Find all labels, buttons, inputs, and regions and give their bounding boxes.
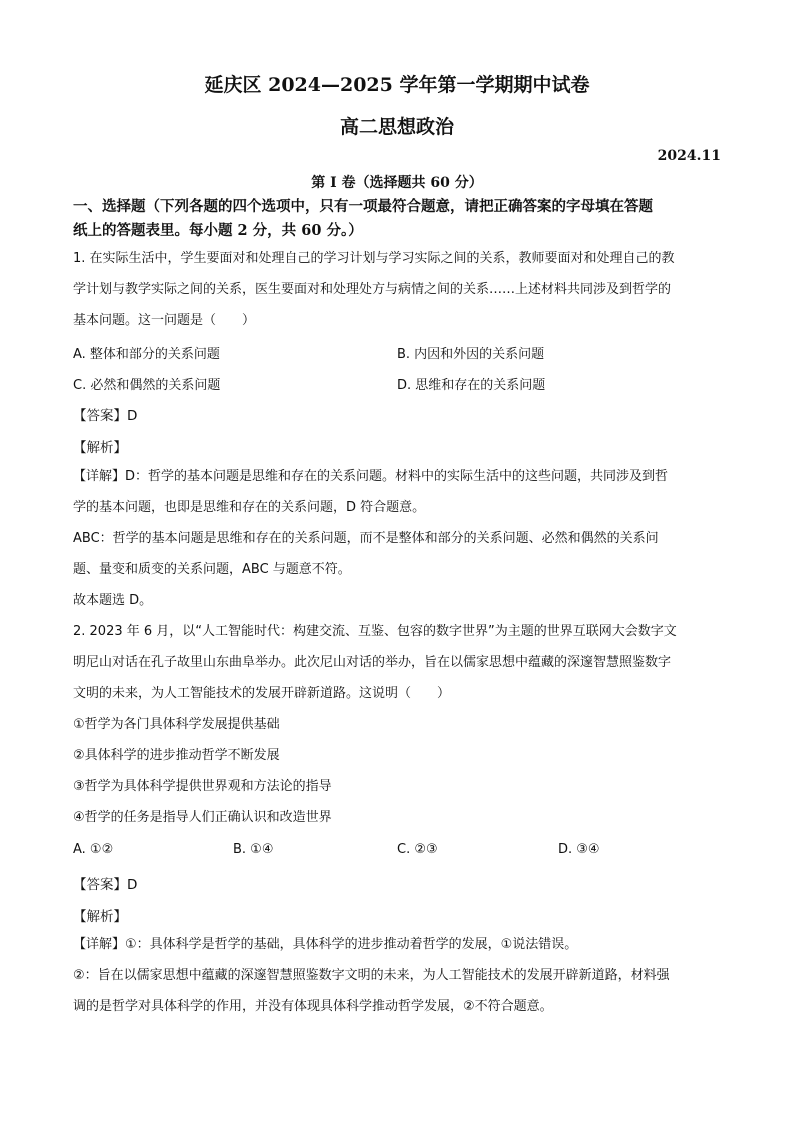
exam-title: 延庆区 2024—2025 学年第一学期期中试卷 — [204, 74, 590, 96]
q2-stem-line: 文明的未来，为人工智能技术的发展开辟新道路。这说明（ ） — [73, 686, 451, 701]
q2-detail-line: 【详解】①：具体科学是哲学的基础，具体科学的进步推动着哲学的发展，①说法错误。 — [73, 937, 578, 952]
q2-detail-line: ②：旨在以儒家思想中蕴藏的深邃智慧照鉴数字文明的未来，为人工智能技术的发展开辟新道路，材料强 — [73, 968, 670, 983]
q1-detail-line: ABC：哲学的基本问题是思维和存在的关系问题，而不是整体和部分的关系问题、必然和偶然的关系问 — [73, 531, 659, 546]
q1-stem-line: 学计划与教学实际之间的关系，医生要面对和处理处方与病情之间的关系……上述材料共同涉及到哲学的 — [73, 282, 672, 297]
q1-analysis-label: 【解析】 — [73, 440, 127, 456]
q1-detail-line: 学的基本问题，也即是思维和存在的关系问题，D 符合题意。 — [73, 500, 426, 515]
section-title: 第 I 卷（选择题共 60 分） — [311, 175, 483, 191]
q1-detail-line: 【详解】D：哲学的基本问题是思维和存在的关系问题。材料中的实际生活中的这些问题，共同涉及到哲 — [73, 469, 669, 484]
q2-option-c: C. ②③ — [397, 842, 438, 857]
exam-date: 2024.11 — [657, 148, 721, 164]
q2-statement: ③哲学为具体科学提供世界观和方法论的指导 — [73, 779, 332, 794]
q1-option-c: C. 必然和偶然的关系问题 — [73, 378, 221, 393]
instruction-line: 纸上的答题表里。每小题 2 分，共 60 分。） — [73, 222, 363, 239]
q2-analysis-label: 【解析】 — [73, 909, 127, 925]
q2-option-a: A. ①② — [73, 842, 114, 857]
q1-stem-line: 1. 在实际生活中，学生要面对和处理自己的学习计划与学习实际之间的关系，教师要面对和处理自己的教 — [73, 251, 675, 266]
q1-answer: 【答案】D — [73, 408, 138, 424]
q2-stem-line: 2. 2023 年 6 月，以“人工智能时代：构建交流、互鉴、包容的数字世界”为主题的世界互联网大会数字文 — [73, 624, 677, 639]
q2-answer: 【答案】D — [73, 877, 138, 893]
q2-detail-line: 调的是哲学对具体科学的作用，并没有体现具体科学推动哲学发展，②不符合题意。 — [73, 999, 553, 1014]
q1-option-a: A. 整体和部分的关系问题 — [73, 347, 220, 362]
q1-detail-line: 题、量变和质变的关系问题，ABC 与题意不符。 — [73, 562, 351, 577]
exam-subject: 高二思想政治 — [339, 116, 454, 138]
q2-statement: ②具体科学的进步推动哲学不断发展 — [73, 748, 280, 763]
instruction-line: 一、选择题（下列各题的四个选项中，只有一项最符合题意，请把正确答案的字母填在答题 — [73, 198, 653, 215]
q1-option-b: B. 内因和外因的关系问题 — [397, 347, 545, 362]
q2-stem-line: 明尼山对话在孔子故里山东曲阜举办。此次尼山对话的举办，旨在以儒家思想中蕴藏的深邃智慧照鉴数字 — [73, 655, 672, 670]
q1-option-d: D. 思维和存在的关系问题 — [397, 378, 546, 393]
q2-statement: ①哲学为各门具体科学发展提供基础 — [73, 717, 280, 732]
q2-statement: ④哲学的任务是指导人们正确认识和改造世界 — [73, 810, 332, 825]
q2-option-d: D. ③④ — [558, 842, 600, 857]
q1-detail-line: 故本题选 D。 — [73, 593, 153, 608]
q1-stem-line: 基本问题。这一问题是（ ） — [73, 313, 256, 328]
q2-option-b: B. ①④ — [233, 842, 274, 857]
